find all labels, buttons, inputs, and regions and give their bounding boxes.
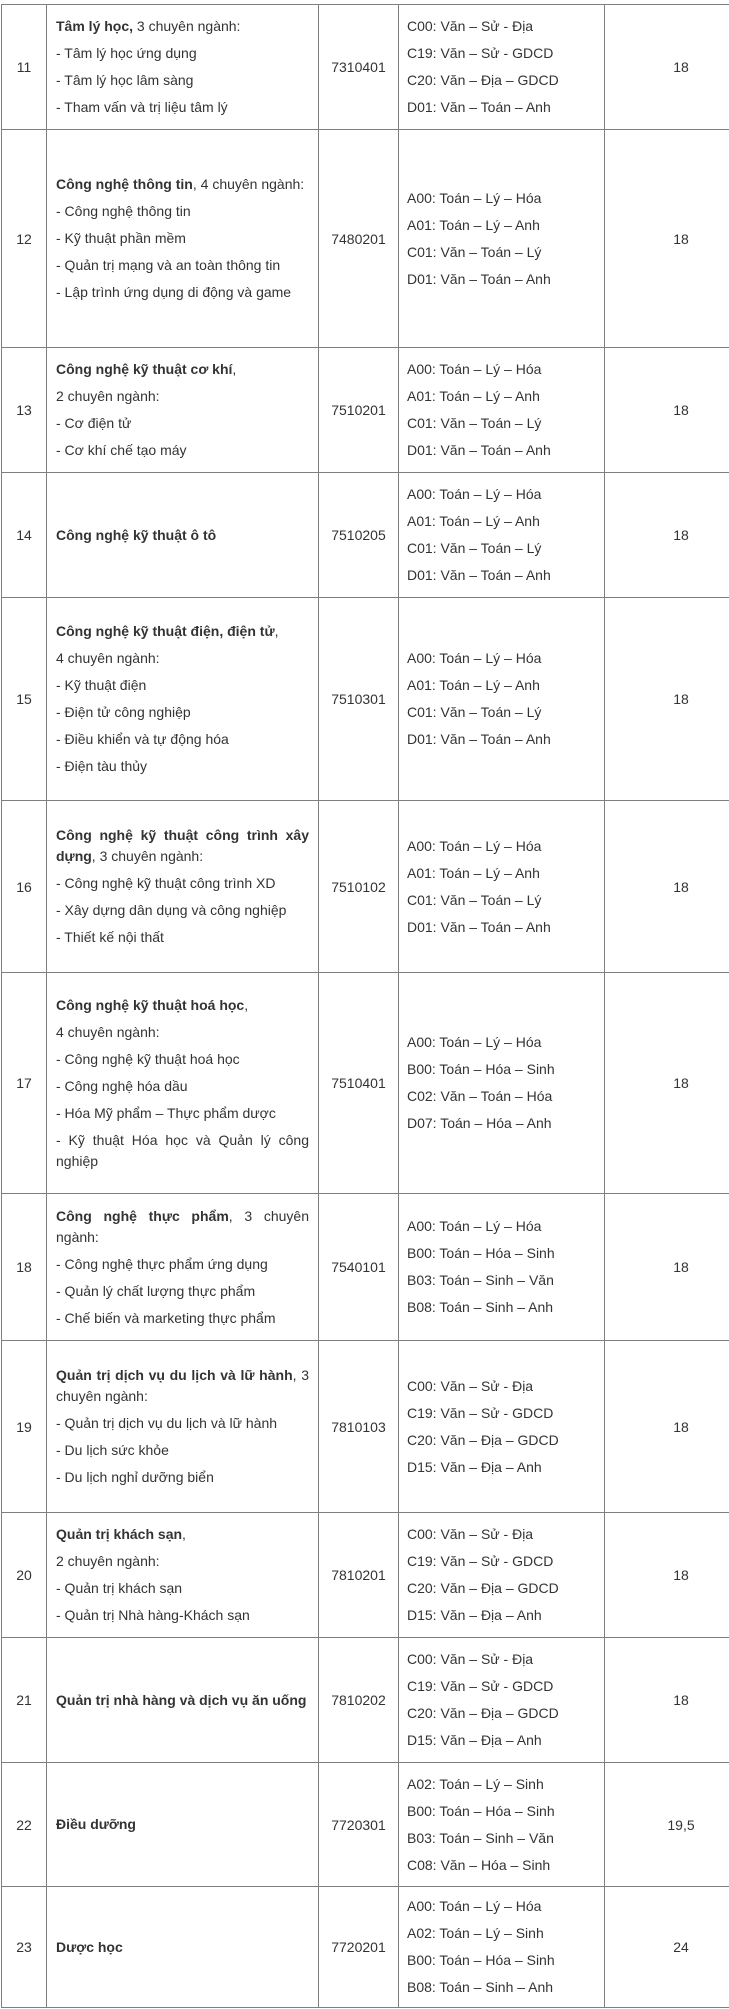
specialization-item: - Thiết kế nội thất [56, 929, 164, 945]
row-number-cell: 23 [2, 1887, 47, 2008]
major-name-cell [47, 1887, 319, 2008]
subject-combination: A00: Toán – Lý – Hóa [407, 189, 542, 206]
specialization-item: - Tham vấn và trị liệu tâm lý [56, 99, 228, 115]
major-code-cell: 7720301 [319, 1763, 399, 1887]
table-row [2, 473, 729, 598]
specialization-item: - Quản trị dịch vụ du lịch và lữ hành [56, 1415, 278, 1431]
subject-combination: A00: Toán – Lý – Hóa [407, 650, 542, 666]
cutoff-score-cell: 18 [605, 1638, 729, 1763]
major-title: Công nghệ kỹ thuật ô tô [56, 526, 217, 543]
specialization-count: 2 chuyên ngành: [56, 1553, 160, 1569]
subject-combination: D15: Văn – Địa – Anh [407, 1607, 542, 1623]
major-name-cell [47, 598, 319, 801]
major-title-suffix: , 3 chuyên ngành: [91, 848, 204, 864]
specialization-item: - Công nghệ kỹ thuật công trình XD [56, 875, 276, 891]
specialization-item: - Quản trị Nhà hàng-Khách sạn [56, 1607, 250, 1623]
major-title-line [56, 171, 309, 198]
major-title-line [56, 1687, 309, 1714]
subject-combinations-cell [399, 1763, 605, 1887]
major-code-cell: 7510301 [319, 598, 399, 801]
major-name-cell [47, 5, 319, 130]
subject-combination: D01: Văn – Toán – Anh [407, 918, 551, 935]
table-row [2, 5, 729, 130]
specialization-item: - Hóa Mỹ phẩm – Thực phẩm dược [56, 1104, 276, 1121]
specialization-item: - Tâm lý học ứng dụng [56, 45, 197, 61]
row-number-cell: 20 [2, 1513, 47, 1638]
major-title-line [56, 1934, 309, 1961]
table-row [2, 1341, 729, 1513]
specialization-item: - Xây dựng dân dụng và công nghiệp [56, 902, 287, 918]
subject-combination: C08: Văn – Hóa – Sinh [407, 1856, 551, 1873]
cutoff-score-cell: 18 [605, 473, 729, 598]
cutoff-score-cell: 18 [605, 801, 729, 973]
major-name-cell [47, 473, 319, 598]
subject-combination: A01: Toán – Lý – Anh [407, 216, 540, 233]
row-number-cell: 21 [2, 1638, 47, 1763]
subject-combinations-cell [399, 473, 605, 598]
table-row [2, 1763, 729, 1887]
major-code-cell: 7510401 [319, 973, 399, 1194]
subject-combination: C01: Văn – Toán – Lý [407, 704, 542, 720]
major-title-suffix: 3 chuyên ngành: [133, 18, 241, 34]
major-code-cell: 7810103 [319, 1341, 399, 1513]
major-title: Công nghệ kỹ thuật công trình xây dựng [56, 827, 309, 864]
major-title: Công nghệ thông tin [56, 176, 193, 192]
cutoff-score-cell: 18 [605, 348, 729, 473]
subject-combination: C02: Văn – Toán – Hóa [407, 1088, 553, 1104]
specialization-item: - Lập trình ứng dụng di động và game [56, 284, 292, 300]
major-title-suffix: , [274, 623, 279, 639]
subject-combination: D01: Văn – Toán – Anh [407, 270, 551, 287]
table-row [2, 348, 729, 473]
subject-combination: A01: Toán – Lý – Anh [407, 513, 540, 529]
row-number-cell: 16 [2, 801, 47, 973]
specialization-item: - Cơ khí chế tạo máy [56, 442, 187, 458]
major-title: Điều dưỡng [56, 1816, 136, 1832]
specialization-item: - Quản trị mạng và an toàn thông tin [56, 257, 281, 273]
major-code-cell: 7480201 [319, 130, 399, 348]
subject-combination: C00: Văn – Sử - Địa [407, 1377, 534, 1394]
major-code-cell: 7810202 [319, 1638, 399, 1763]
major-name-cell [47, 1513, 319, 1638]
major-title: Công nghệ kỹ thuật hoá học [56, 996, 245, 1013]
admission-table [1, 4, 729, 2008]
major-title-line [56, 356, 309, 383]
table-row [2, 973, 729, 1194]
subject-combination: D01: Văn – Toán – Anh [407, 442, 551, 458]
table-row [2, 1887, 729, 2008]
major-title-line [56, 1521, 309, 1548]
major-code-cell: 7310401 [319, 5, 399, 130]
major-title: Công nghệ thực phẩm [56, 1207, 229, 1224]
subject-combination: A00: Toán – Lý – Hóa [407, 1034, 542, 1050]
row-number-cell: 22 [2, 1763, 47, 1887]
specialization-item: - Công nghệ thực phẩm ứng dụng [56, 1255, 268, 1272]
subject-combination: C20: Văn – Địa – GDCD [407, 1431, 559, 1448]
cutoff-score-cell: 18 [605, 973, 729, 1194]
subject-combinations-cell [399, 598, 605, 801]
subject-combination: C20: Văn – Địa – GDCD [407, 1705, 559, 1721]
major-title-line [56, 522, 309, 549]
row-number-cell: 18 [2, 1194, 47, 1341]
subject-combinations-cell [399, 348, 605, 473]
row-number-cell: 12 [2, 130, 47, 348]
major-title-line [56, 822, 309, 870]
major-title-suffix: , 4 chuyên ngành: [192, 176, 305, 192]
cutoff-score-cell: 18 [605, 1513, 729, 1638]
cutoff-score-cell: 18 [605, 598, 729, 801]
row-number-cell: 19 [2, 1341, 47, 1513]
major-code-cell: 7510201 [319, 348, 399, 473]
major-title: Quản trị dịch vụ du lịch và lữ hành [56, 1367, 293, 1383]
subject-combination: C00: Văn – Sử - Địa [407, 18, 534, 34]
subject-combinations-cell [399, 1194, 605, 1341]
major-title-suffix: , [182, 1526, 186, 1542]
specialization-item: - Quản lý chất lượng thực phẩm [56, 1282, 256, 1299]
specialization-item: - Điện tàu thủy [56, 758, 148, 774]
subject-combination: C19: Văn – Sử - GDCD [407, 1678, 554, 1694]
subject-combination: C00: Văn – Sử - Địa [407, 1526, 534, 1542]
cutoff-score-cell: 18 [605, 1194, 729, 1341]
major-title: Công nghệ kỹ thuật cơ khí [56, 361, 233, 377]
subject-combinations-cell [399, 801, 605, 973]
specialization-item: - Công nghệ kỹ thuật hoá học [56, 1050, 240, 1067]
subject-combination: D15: Văn – Địa – Anh [407, 1458, 542, 1475]
specialization-item: - Công nghệ thông tin [56, 203, 191, 219]
row-number-cell: 11 [2, 5, 47, 130]
specialization-item: - Kỹ thuật điện [56, 677, 147, 693]
subject-combination: B03: Toán – Sinh – Văn [407, 1272, 554, 1288]
subject-combination: D15: Văn – Địa – Anh [407, 1732, 542, 1748]
subject-combination: D07: Toán – Hóa – Anh [407, 1115, 552, 1131]
cutoff-score-cell: 18 [605, 1341, 729, 1513]
subject-combinations-cell [399, 1513, 605, 1638]
specialization-item: - Cơ điện tử [56, 415, 132, 431]
subject-combination: C19: Văn – Sử - GDCD [407, 45, 554, 61]
major-code-cell: 7720201 [319, 1887, 399, 2008]
major-title-suffix: , 3 chuyên ngành: [56, 1207, 309, 1245]
subject-combination: C19: Văn – Sử - GDCD [407, 1553, 554, 1569]
subject-combination: A02: Toán – Lý – Sinh [407, 1775, 544, 1792]
subject-combinations-cell [399, 973, 605, 1194]
major-code-cell: 7510102 [319, 801, 399, 973]
row-number-cell: 13 [2, 348, 47, 473]
subject-combination: C19: Văn – Sử - GDCD [407, 1404, 554, 1421]
major-name-cell [47, 1341, 319, 1513]
table-row [2, 1513, 729, 1638]
subject-combination: B08: Toán – Sinh – Anh [407, 1299, 554, 1315]
major-title-line [56, 13, 309, 40]
subject-combinations-cell [399, 1638, 605, 1763]
specialization-item: - Công nghệ hóa dầu [56, 1077, 188, 1094]
cutoff-score-cell: 18 [605, 130, 729, 348]
cutoff-score-cell: 19,5 [605, 1763, 729, 1887]
subject-combination: C01: Văn – Toán – Lý [407, 891, 542, 908]
subject-combination: A00: Toán – Lý – Hóa [407, 837, 542, 854]
major-title: Dược học [56, 1938, 123, 1955]
row-number-cell: 14 [2, 473, 47, 598]
subject-combination: B00: Toán – Hóa – Sinh [407, 1061, 555, 1077]
table-row [2, 1638, 729, 1763]
major-name-cell [47, 1194, 319, 1341]
subject-combination: C01: Văn – Toán – Lý [407, 540, 542, 556]
row-number-cell: 15 [2, 598, 47, 801]
subject-combination: B08: Toán – Sinh – Anh [407, 1979, 554, 1995]
subject-combination: C01: Văn – Toán – Lý [407, 415, 542, 431]
subject-combination: B00: Toán – Hóa – Sinh [407, 1952, 555, 1968]
subject-combination: A02: Toán – Lý – Sinh [407, 1925, 544, 1941]
major-title-line [56, 618, 309, 645]
specialization-item: - Kỹ thuật phần mềm [56, 230, 186, 246]
subject-combination: A00: Toán – Lý – Hóa [407, 361, 542, 377]
specialization-item: - Chế biến và marketing thực phẩm [56, 1309, 276, 1326]
subject-combinations-cell [399, 5, 605, 130]
major-title-suffix: , 3 chuyên ngành: [56, 1367, 309, 1404]
subject-combination: A01: Toán – Lý – Anh [407, 677, 540, 693]
major-code-cell: 7540101 [319, 1194, 399, 1341]
cutoff-score-cell: 24 [605, 1887, 729, 2008]
specialization-item: - Điện tử công nghiệp [56, 704, 191, 720]
major-title: Quản trị nhà hàng và dịch vụ ăn uống [56, 1691, 307, 1708]
admission-table-body [2, 5, 729, 2008]
subject-combination: C00: Văn – Sử - Địa [407, 1651, 534, 1667]
specialization-item: - Tâm lý học lâm sàng [56, 72, 194, 88]
subject-combination: D01: Văn – Toán – Anh [407, 99, 551, 115]
major-name-cell [47, 801, 319, 973]
major-title-suffix: , [244, 996, 249, 1013]
subject-combination: D01: Văn – Toán – Anh [407, 731, 551, 747]
subject-combination: A01: Toán – Lý – Anh [407, 864, 540, 881]
major-title-line [56, 1203, 309, 1251]
major-name-cell [47, 1763, 319, 1887]
specialization-item: - Kỹ thuật Hóa học và Quản lý công nghiệp [56, 1131, 309, 1169]
specialization-count: 4 chuyên ngành: [56, 1023, 160, 1040]
subject-combination: C01: Văn – Toán – Lý [407, 243, 542, 260]
subject-combination: A01: Toán – Lý – Anh [407, 388, 540, 404]
subject-combinations-cell [399, 1887, 605, 2008]
specialization-count: 4 chuyên ngành: [56, 650, 160, 666]
subject-combination: C20: Văn – Địa – GDCD [407, 1580, 559, 1596]
major-name-cell [47, 130, 319, 348]
subject-combination: A00: Toán – Lý – Hóa [407, 1898, 542, 1914]
major-name-cell [47, 973, 319, 1194]
specialization-item: - Du lịch sức khỏe [56, 1442, 169, 1458]
table-row [2, 130, 729, 348]
specialization-item: - Du lịch nghỉ dưỡng biển [56, 1469, 214, 1485]
specialization-item: - Điều khiển và tự động hóa [56, 731, 229, 747]
subject-combination: B03: Toán – Sinh – Văn [407, 1829, 554, 1846]
subject-combinations-cell [399, 1341, 605, 1513]
cutoff-score-cell: 18 [605, 5, 729, 130]
major-name-cell [47, 348, 319, 473]
major-title-suffix: , [232, 361, 237, 377]
row-number-cell: 17 [2, 973, 47, 1194]
table-row [2, 1194, 729, 1341]
table-row [2, 598, 729, 801]
subject-combination: A00: Toán – Lý – Hóa [407, 1218, 542, 1234]
subject-combination: A00: Toán – Lý – Hóa [407, 486, 542, 502]
major-title: Tâm lý học, [56, 18, 134, 34]
subject-combination: C20: Văn – Địa – GDCD [407, 72, 559, 88]
subject-combination: D01: Văn – Toán – Anh [407, 567, 551, 583]
subject-combination: B00: Toán – Hóa – Sinh [407, 1802, 555, 1819]
table-row [2, 801, 729, 973]
major-title: Công nghệ kỹ thuật điện, điện tử [56, 623, 275, 639]
major-title-line [56, 1362, 309, 1410]
major-title-line [56, 992, 309, 1019]
major-code-cell: 7510205 [319, 473, 399, 598]
major-name-cell [47, 1638, 319, 1763]
major-title-line [56, 1811, 309, 1838]
subject-combinations-cell [399, 130, 605, 348]
specialization-item: - Quản trị khách sạn [56, 1580, 183, 1596]
major-title: Quản trị khách sạn [56, 1526, 183, 1542]
subject-combination: B00: Toán – Hóa – Sinh [407, 1245, 555, 1261]
specialization-count: 2 chuyên ngành: [56, 388, 160, 404]
major-code-cell: 7810201 [319, 1513, 399, 1638]
